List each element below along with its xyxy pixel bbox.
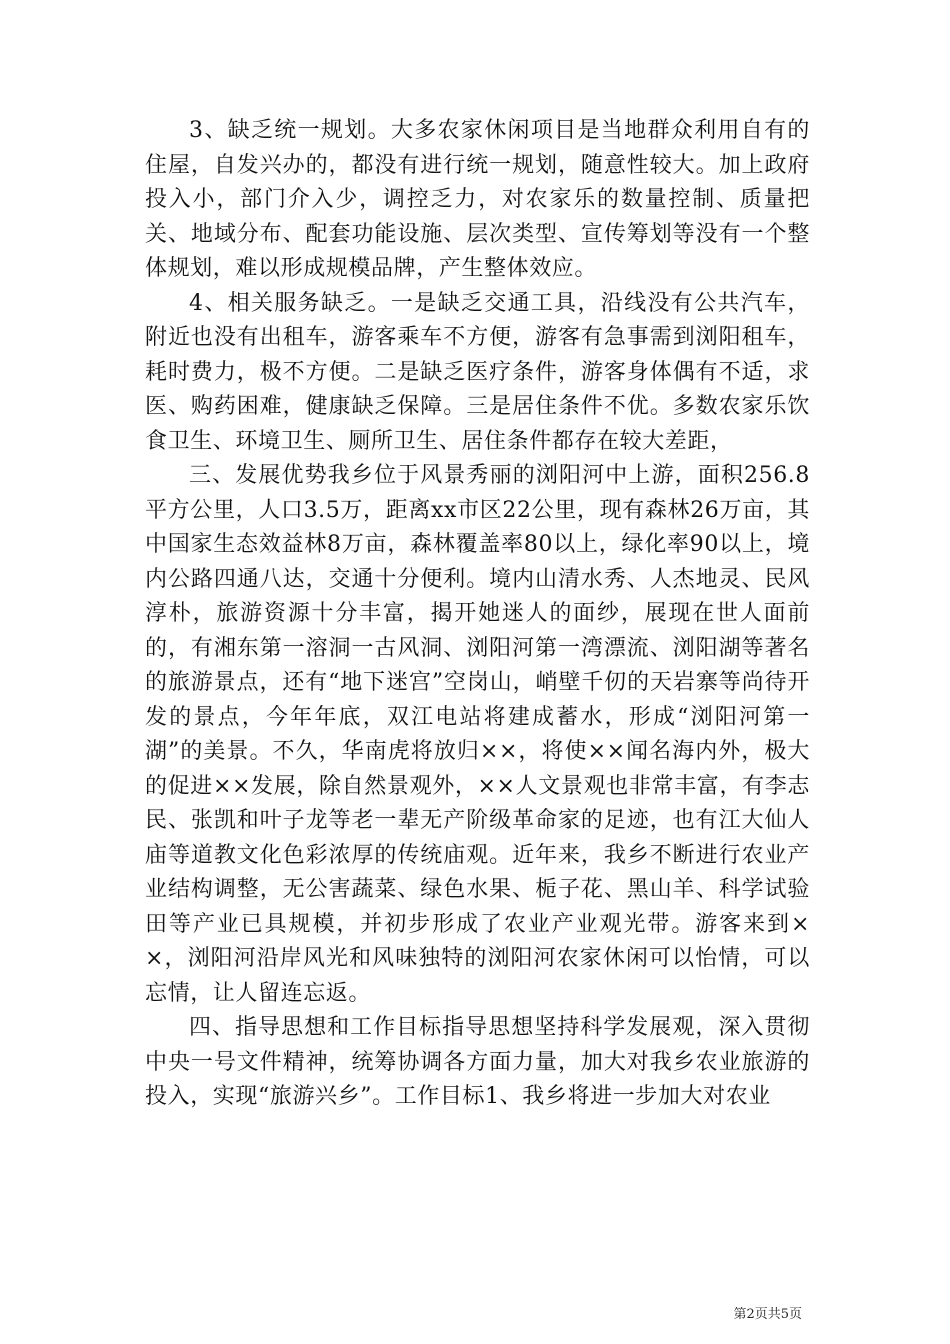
paragraph-lack-of-planning: 3、缺乏统一规划。大多农家休闲项目是当地群众利用自有的住屋，自发兴办的，都没有进行统一规划，随意性较大。加上政府投入小，部门介入少，调控乏力，对农家乐的数量控制、质量把关、地域分布、配套功能设施、层次类型、宣传筹划等没有一个整体规划，难以形成规模品牌，产生整体效应。 <box>145 118 810 281</box>
paragraph-lack-of-services: 4、相关服务缺乏。一是缺乏交通工具，沿线没有公共汽车，附近也没有出租车，游客乘车不方便，游客有急事需到浏阳租车，耗时费力，极不方便。二是缺乏医疗条件，游客身体偶有不适，求医、购药困难，健康缺乏保障。三是居住条件不优。多数农家乐饮食卫生、环境卫生、厕所卫生、居住条件都存在较大差距， <box>145 290 810 454</box>
paragraph-development-advantages: 三、发展优势我乡位于风景秀丽的浏阳河中上游，面积256.8平方公里，人口3.5万，距离xx市区22公里，现有森林26万亩，其中国家生态效益林8万亩，森林覆盖率80以上，绿化率90以上，境内公路四通八达，交通十分便利。境内山清水秀、人杰地灵、民风淳朴，旅游资源十分丰富，揭开她迷人的面纱，展现在世人面前的，有湘东第一溶洞一古风洞、浏阳河第一湾漂流、浏阳湖等著名的旅游景点，还有“地下迷宫”空岗山，峭壁千仞的天岩寨等尚待开发的景点，今年年底，双江电站将建成蓄水，形成“浏阳河第一湖”的美景。不久，华南虎将放归××，将使××闻名海内外，极大的促进××发展，除自然景观外，××人文景观也非常丰富，有李志民、张凯和叶子龙等老一辈无产阶级革命家的足迹，也有江大仙人庙等道教文化色彩浓厚的传统庙观。近年来，我乡不断进行农业产业结构调整，无公害蔬菜、绿色水果、栀子花、黑山羊、科学试验田等产业已具规模，并初步形成了农业产业观光带。游客来到××，浏阳河沿岸风光和风味独特的浏阳河农家休闲可以怡情，可以忘情，让人留连忘返。 <box>145 463 810 1006</box>
page-number-footer: 第2页共5页 <box>733 1307 802 1322</box>
document-body <box>145 114 810 1115</box>
paragraph-guiding-ideology: 四、指导思想和工作目标指导思想坚持科学发展观，深入贯彻中央一号文件精神，统筹协调各方面力量，加大对我乡农业旅游的投入，实现“旅游兴乡”。工作目标1、我乡将进一步加大对农业 <box>145 1015 810 1109</box>
